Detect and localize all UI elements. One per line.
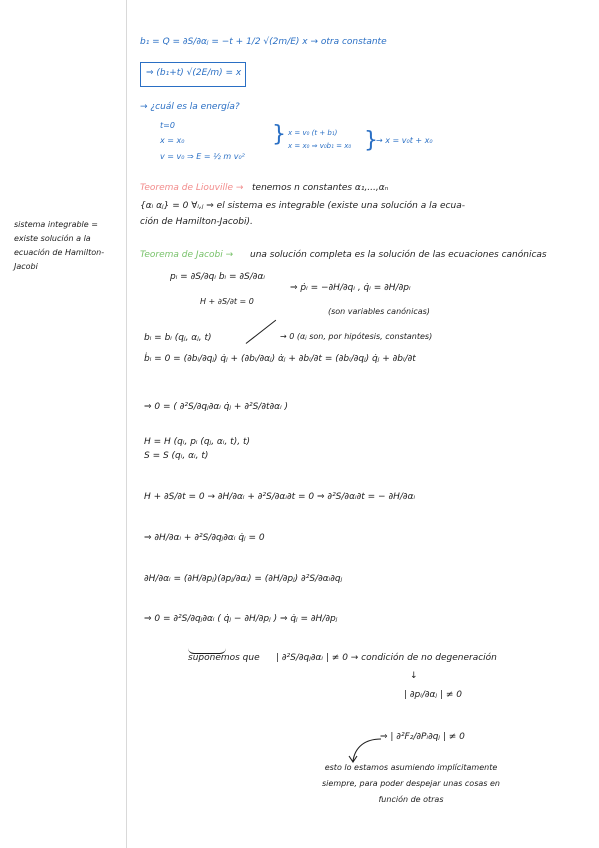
determinant-condition: | ∂²S/∂qⱼ∂αᵢ | ≠ 0 → condición de no degeneración bbox=[276, 653, 497, 663]
initial-x: x = x₀ bbox=[160, 136, 185, 145]
box-equation: ⇒ (b₁+t) √(2E/m) = x bbox=[146, 68, 242, 78]
pi-bi-definitions: pᵢ = ∂S/∂qᵢ bᵢ = ∂S/∂αᵢ bbox=[170, 272, 265, 282]
underbrace bbox=[188, 648, 226, 654]
hj-derivative: H + ∂S/∂t = 0 → ∂H/∂αᵢ + ∂²S/∂αᵢ∂t = 0 ⇒ ∂²S/∂αᵢ∂t = − ∂H/∂αᵢ bbox=[144, 492, 416, 502]
bi-derivative: ḃᵢ = 0 = (∂bᵢ/∂qⱼ) q̇ⱼ + (∂bᵢ/∂αⱼ) α̇ⱼ + ∂bᵢ/∂t = (∂bᵢ/∂qⱼ) q̇ⱼ + ∂bᵢ/∂t bbox=[144, 354, 416, 364]
canonical-equations: ⇒ ṗᵢ = −∂H/∂qᵢ , q̇ᵢ = ∂H/∂pᵢ bbox=[290, 283, 411, 293]
down-arrow: ↓ bbox=[410, 671, 418, 681]
ending-note: esto lo estamos asumiendo implícitamente siempre, para poder despejar unas cosas en función de otras bbox=[322, 763, 500, 804]
strike-line bbox=[246, 320, 277, 344]
liouville-condition: {αᵢ αⱼ} = 0 ∀ᵢ,ⱼ ⇒ el sistema es integrable (existe una solución a la ecua- bbox=[140, 201, 465, 211]
side-note: sistema integrable = existe solución a la ecuación de Hamilton-Jacobi bbox=[14, 220, 105, 271]
determinant-3: ⇒ | ∂²F₂/∂Pᵢ∂qⱼ | ≠ 0 bbox=[380, 732, 465, 742]
zero-equation: ⇒ 0 = ( ∂²S/∂qⱼ∂αᵢ q̇ⱼ + ∂²S/∂t∂αᵢ ) bbox=[144, 402, 289, 412]
jacobi-title: Teorema de Jacobi → bbox=[140, 250, 234, 260]
brace-right: } bbox=[364, 128, 378, 153]
suponemos-label: suponemos que bbox=[188, 653, 260, 663]
equation-2: ⇒ ∂H/∂αᵢ + ∂²S/∂qⱼ∂αᵢ q̇ⱼ = 0 bbox=[144, 533, 265, 543]
b1-equation: b₁ = Q = ∂S/∂αⱼ = −t + 1/2 √(2m/E) x → otra constante bbox=[140, 37, 387, 47]
canonical-note: (son variables canónicas) bbox=[328, 307, 430, 316]
bi-note: → 0 (αⱼ son, por hipótesis, constantes) bbox=[280, 332, 433, 341]
margin-line bbox=[126, 0, 127, 848]
liouville-title: Teorema de Liouville → bbox=[140, 183, 244, 193]
hj-equation: H + ∂S/∂t = 0 bbox=[200, 297, 254, 306]
initial-v: v = v₀ ⇒ E = ½ m v₀² bbox=[160, 152, 245, 161]
initial-t: t=0 bbox=[160, 121, 175, 130]
jacobi-text: una solución completa es la solución de las ecuaciones canónicas bbox=[250, 250, 547, 260]
bi-definition: bᵢ = bᵢ (qⱼ, αⱼ, t) bbox=[144, 333, 212, 343]
equation-4: ⇒ 0 = ∂²S/∂qⱼ∂αᵢ ( q̇ⱼ − ∂H/∂pⱼ ) ⇒ q̇ⱼ = ∂H/∂pⱼ bbox=[144, 614, 338, 624]
determinant-2: | ∂pᵢ/∂αⱼ | ≠ 0 bbox=[404, 690, 462, 700]
energy-question: → ¿cuál es la energía? bbox=[140, 102, 240, 112]
h-definition: H = H (qᵢ, pᵢ (qⱼ, αᵢ, t), t) bbox=[144, 437, 250, 447]
equation-3: ∂H/∂αᵢ = (∂H/∂pⱼ)(∂pⱼ/∂αᵢ) = (∂H/∂pⱼ) ∂²S/∂αᵢ∂qⱼ bbox=[144, 574, 343, 584]
s-definition: S = S (qᵢ, αᵢ, t) bbox=[144, 451, 209, 461]
brace-left: } bbox=[272, 122, 286, 147]
system-line-2: x = x₀ ⇒ v₀b₁ = x₀ bbox=[288, 142, 352, 150]
system-result: → x = v₀t + x₀ bbox=[376, 136, 433, 145]
liouville-condition-2: ción de Hamilton-Jacobi). bbox=[140, 217, 253, 227]
system-line-1: x = v₀ (t + b₁) bbox=[288, 129, 338, 137]
liouville-text: tenemos n constantes α₁,...,αₙ bbox=[252, 183, 389, 193]
